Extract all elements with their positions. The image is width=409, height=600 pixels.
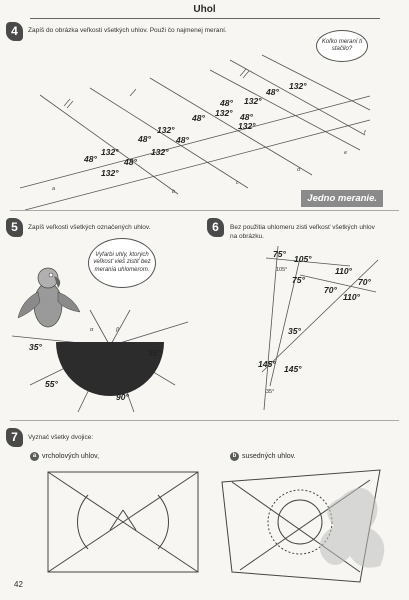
angle-label: 105° xyxy=(294,254,312,264)
task-7-number: 7 xyxy=(6,428,23,447)
task-4-answer: Jedno meranie. xyxy=(301,190,383,207)
angle-label: 110° xyxy=(343,292,360,302)
part-b-label: susedných uhlov. xyxy=(242,453,296,460)
angle-label: 48° xyxy=(220,98,233,108)
greek-label: α xyxy=(90,327,94,333)
task-5-bubble: Vyfarbi uhly, ktorých veľkosť vieš zistiť bez merania uhlomerom. xyxy=(88,238,156,288)
angle-label: 48° xyxy=(266,87,279,97)
page-title: Uhol xyxy=(193,4,216,15)
angle-label: 35° xyxy=(288,326,301,336)
line-label: e xyxy=(344,150,348,156)
angle-label: 110° xyxy=(335,266,352,276)
angle-label: 132° xyxy=(157,125,175,135)
figure-7a xyxy=(48,472,198,572)
angle-label: 48° xyxy=(176,135,189,145)
task-6-instruction: Bez použitia uhlomeru zisti veľkosť všetkých uhlov na obrázku. xyxy=(230,224,375,240)
line-label: a xyxy=(52,186,56,192)
angle-label: 132° xyxy=(101,168,119,178)
angle-label: 132° xyxy=(151,147,169,157)
task-4-instruction: Zapíš do obrázka veľkosti všetkých uhlov. Použi čo najmenej meraní. xyxy=(28,27,227,34)
angle-label: 145° xyxy=(284,364,302,374)
angle-label: 132° xyxy=(244,96,262,106)
angle-label: 48° xyxy=(192,113,205,123)
angle-label: 55° xyxy=(45,379,58,389)
task-7-instruction: Vyznač všetky dvojice: xyxy=(28,434,94,441)
angle-label: 132° xyxy=(289,81,307,91)
task-4-bubble: Koľko meraní ti stačilo? xyxy=(316,30,368,62)
angle-label: 48° xyxy=(240,112,253,122)
angle-label: 90° xyxy=(116,392,129,402)
angle-label: 70° xyxy=(324,285,337,295)
angle-label: 132° xyxy=(238,121,256,131)
page-number: 42 xyxy=(14,580,23,589)
part-a-label: vrcholových uhlov, xyxy=(42,453,100,460)
angle-label: 35° xyxy=(29,342,42,352)
greek-label: β xyxy=(116,327,120,333)
angle-label: 132° xyxy=(101,147,119,157)
given-angle: 105° xyxy=(276,267,288,273)
line-label: c xyxy=(236,180,239,186)
angle-label: 145° xyxy=(258,359,276,369)
task-5-number: 5 xyxy=(6,218,23,237)
line-label: f xyxy=(364,130,366,136)
task-4-number: 4 xyxy=(6,22,23,41)
part-a-badge: a xyxy=(30,452,39,461)
angle-label: 75° xyxy=(273,249,286,259)
angle-label: 35° xyxy=(148,348,161,358)
given-angle: 35° xyxy=(266,389,275,395)
angle-label: 70° xyxy=(358,277,371,287)
part-b-badge: b xyxy=(230,452,239,461)
angle-label: 132° xyxy=(215,108,233,118)
angle-label: 75° xyxy=(292,275,305,285)
angle-label: 48° xyxy=(138,134,151,144)
angle-label: 48° xyxy=(124,157,137,167)
angle-label: 48° xyxy=(84,154,97,164)
task-6-number: 6 xyxy=(207,218,224,237)
decorative-watermark-shape xyxy=(320,488,385,568)
line-label: b xyxy=(172,189,176,195)
line-label: d xyxy=(297,167,301,173)
task-5-instruction: Zapíš veľkosti všetkých označených uhlov. xyxy=(28,224,151,231)
